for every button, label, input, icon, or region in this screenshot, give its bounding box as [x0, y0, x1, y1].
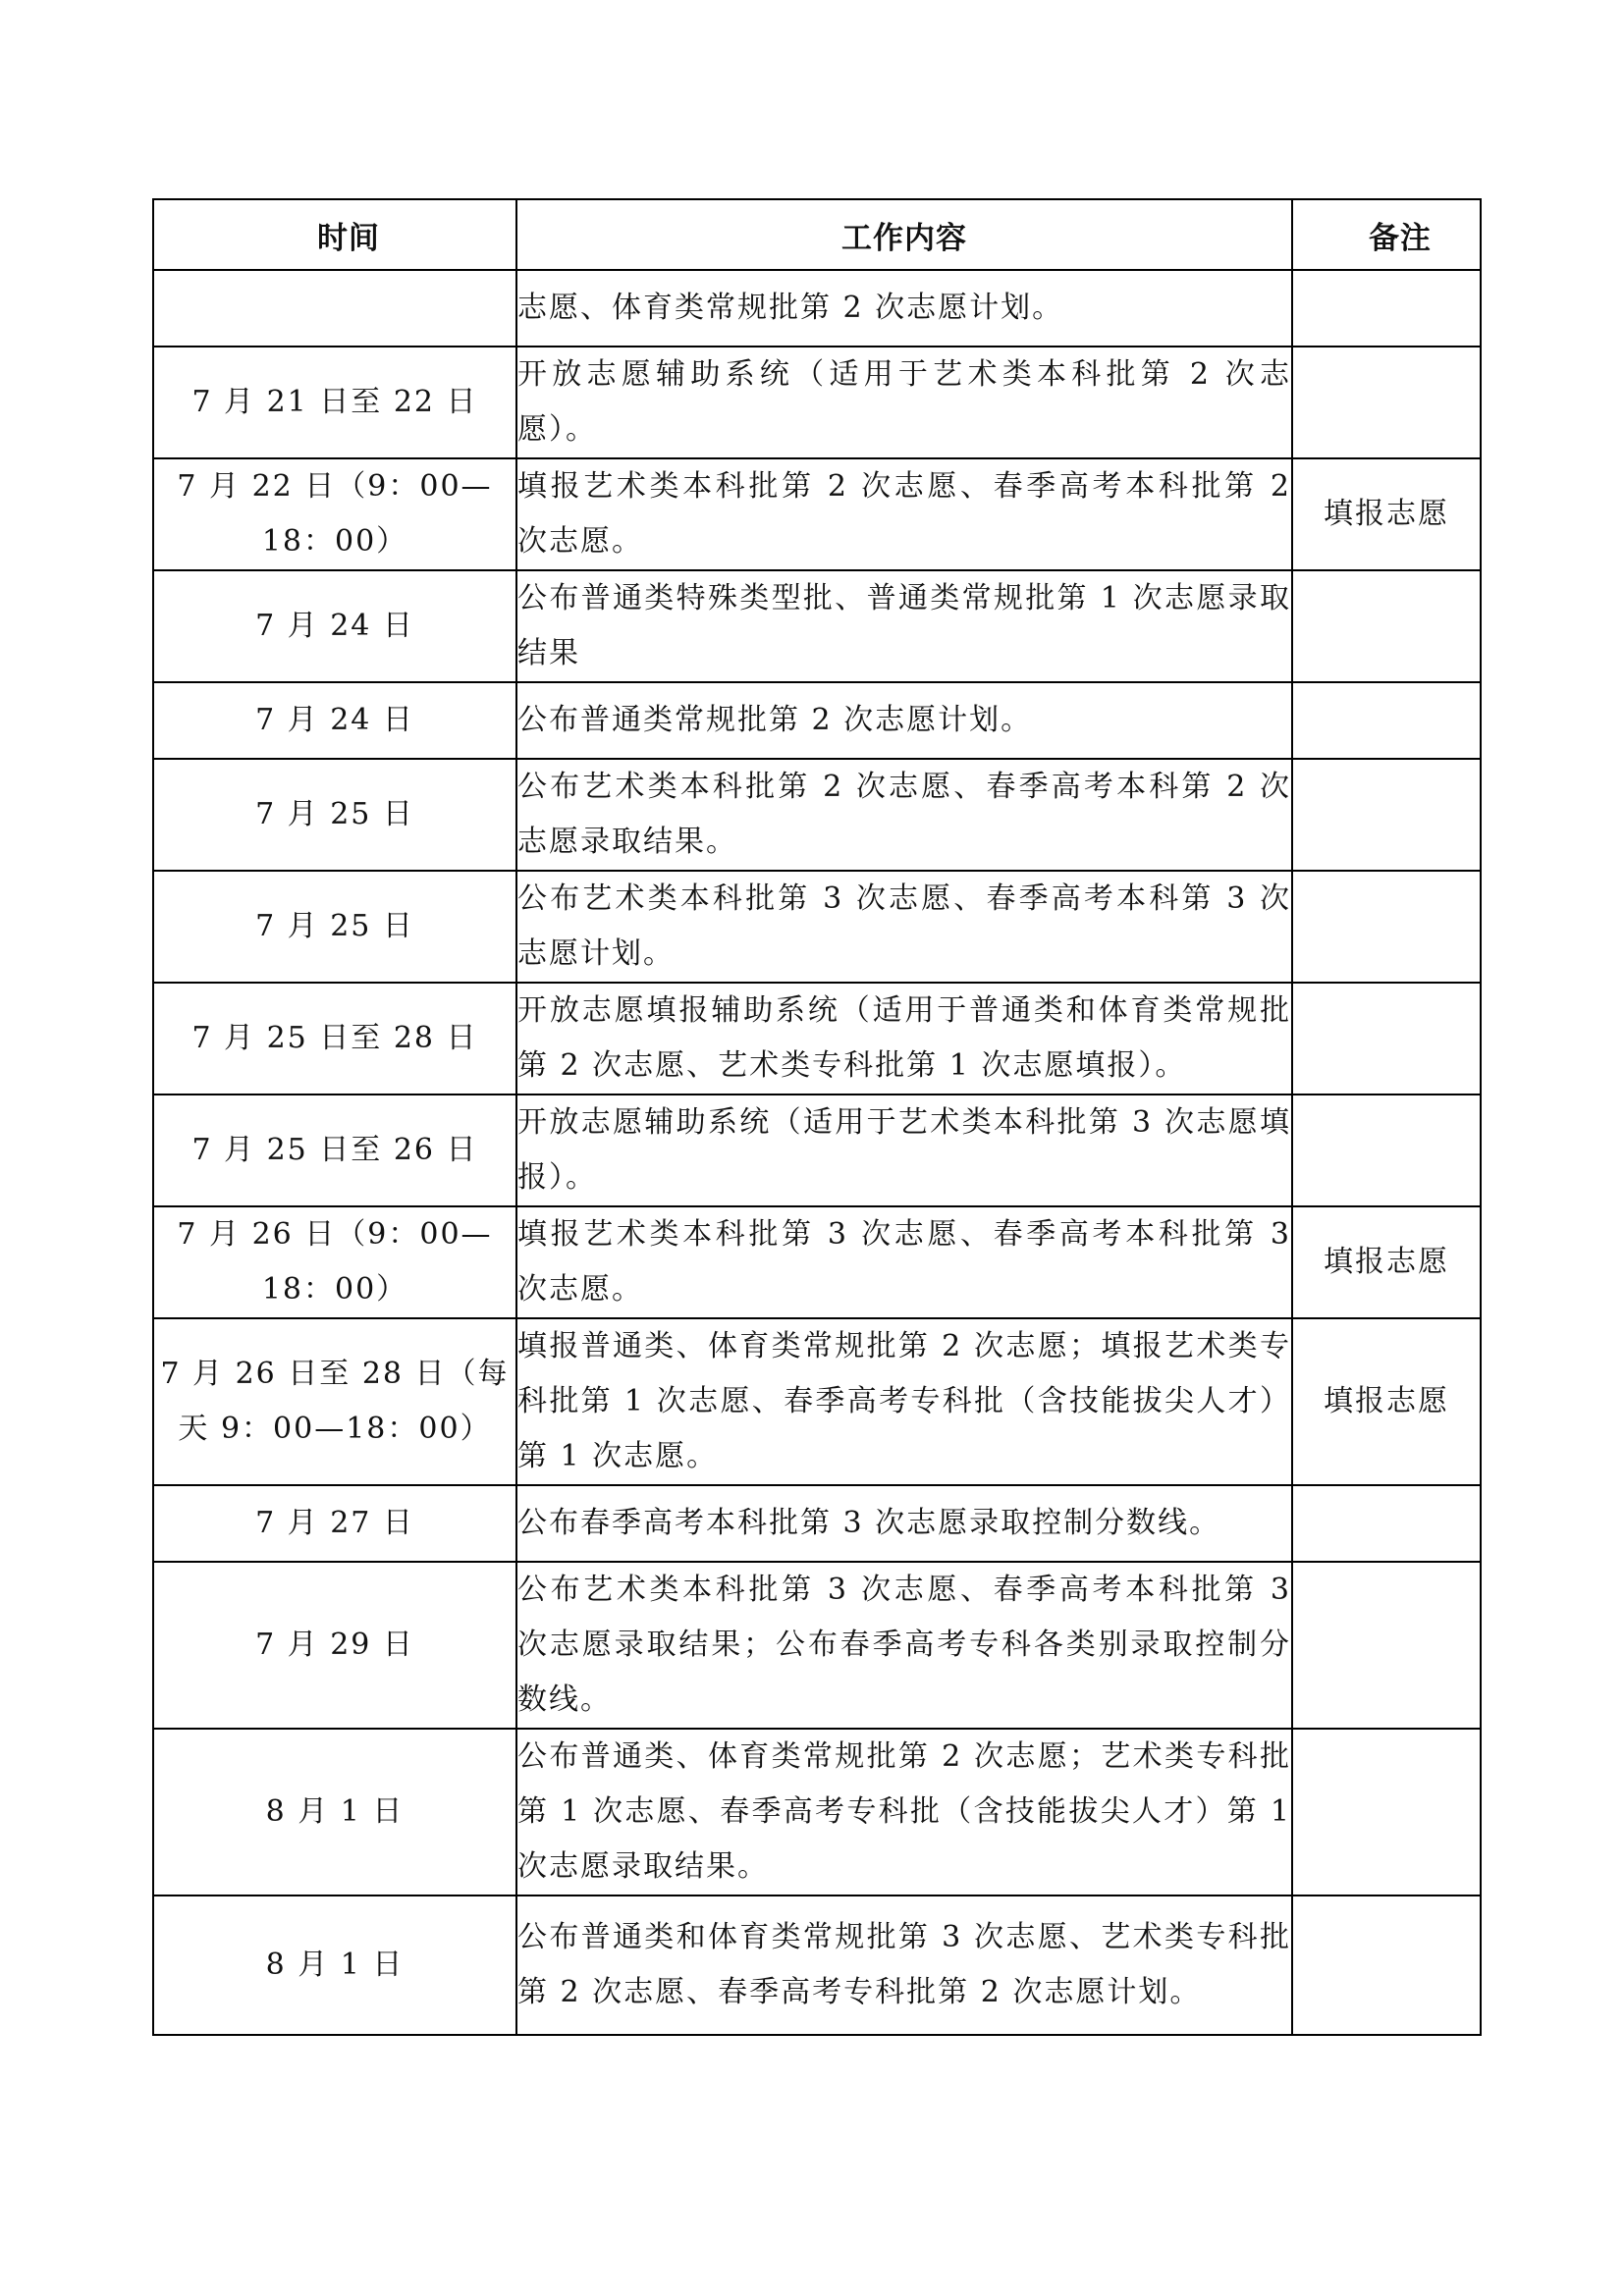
row-work: 开放志愿辅助系统（适用于艺术类本科批第 3 次志愿填报）。: [516, 1095, 1292, 1206]
row-note: [1292, 682, 1481, 759]
row-note: [1292, 759, 1481, 871]
table-row: [153, 270, 1481, 347]
table-row: [153, 759, 1481, 871]
table-row: [153, 347, 1481, 458]
table-row: [153, 871, 1481, 983]
table-row: [153, 1206, 1481, 1318]
header-note: 备注: [1292, 199, 1481, 270]
row-work: 公布普通类和体育类常规批第 3 次志愿、艺术类专科批第 2 次志愿、春季高考专科批第 2 次志愿计划。: [516, 1896, 1292, 2035]
row-work: 开放志愿填报辅助系统（适用于普通类和体育类常规批第 2 次志愿、艺术类专科批第 1 次志愿填报）。: [516, 983, 1292, 1095]
row-work: 志愿、体育类常规批第 2 次志愿计划。: [516, 270, 1292, 347]
row-time: 7 月 21 日至 22 日: [153, 347, 516, 458]
row-time: 7 月 24 日: [153, 682, 516, 759]
row-note: 填报志愿: [1292, 1206, 1481, 1318]
row-time: 7 月 25 日: [153, 871, 516, 983]
row-work: 公布春季高考本科批第 3 次志愿录取控制分数线。: [516, 1485, 1292, 1562]
row-note: [1292, 1095, 1481, 1206]
table-row: [153, 1485, 1481, 1562]
row-time: [153, 270, 516, 347]
row-note: 填报志愿: [1292, 458, 1481, 570]
header-work-content: 工作内容: [516, 199, 1292, 270]
row-note: [1292, 983, 1481, 1095]
table-header-row: [153, 199, 1481, 270]
table-row: [153, 570, 1481, 682]
admission-schedule-table: [152, 198, 1482, 2036]
table-row: [153, 983, 1481, 1095]
row-time: 7 月 24 日: [153, 570, 516, 682]
row-note: [1292, 270, 1481, 347]
row-work: 公布艺术类本科批第 2 次志愿、春季高考本科第 2 次志愿录取结果。: [516, 759, 1292, 871]
row-work: 填报艺术类本科批第 3 次志愿、春季高考本科批第 3 次志愿。: [516, 1206, 1292, 1318]
row-time: 7 月 25 日至 28 日: [153, 983, 516, 1095]
table-row: [153, 1318, 1481, 1485]
row-time: 7 月 29 日: [153, 1562, 516, 1729]
row-work: 公布普通类、体育类常规批第 2 次志愿；艺术类专科批第 1 次志愿、春季高考专科批（含技能拔尖人才）第 1 次志愿录取结果。: [516, 1729, 1292, 1896]
row-time: 8 月 1 日: [153, 1729, 516, 1896]
row-work: 公布普通类特殊类型批、普通类常规批第 1 次志愿录取结果: [516, 570, 1292, 682]
row-note: [1292, 347, 1481, 458]
table-row: [153, 1095, 1481, 1206]
row-note: [1292, 1485, 1481, 1562]
row-work: 公布艺术类本科批第 3 次志愿、春季高考本科第 3 次志愿计划。: [516, 871, 1292, 983]
row-time: 7 月 27 日: [153, 1485, 516, 1562]
row-time: 7 月 26 日（9：00—18：00）: [153, 1206, 516, 1318]
table-row: [153, 1896, 1481, 2035]
table-row: [153, 682, 1481, 759]
table-row: [153, 1562, 1481, 1729]
row-time: 7 月 25 日: [153, 759, 516, 871]
row-note: [1292, 1896, 1481, 2035]
header-time: 时间: [153, 199, 516, 270]
row-note: [1292, 871, 1481, 983]
row-note: 填报志愿: [1292, 1318, 1481, 1485]
row-work: 填报普通类、体育类常规批第 2 次志愿；填报艺术类专科批第 1 次志愿、春季高考专科批（含技能拔尖人才）第 1 次志愿。: [516, 1318, 1292, 1485]
row-note: [1292, 1729, 1481, 1896]
row-note: [1292, 570, 1481, 682]
row-work: 填报艺术类本科批第 2 次志愿、春季高考本科批第 2 次志愿。: [516, 458, 1292, 570]
row-work: 开放志愿辅助系统（适用于艺术类本科批第 2 次志愿）。: [516, 347, 1292, 458]
row-work: 公布艺术类本科批第 3 次志愿、春季高考本科批第 3 次志愿录取结果；公布春季高考专科各类别录取控制分数线。: [516, 1562, 1292, 1729]
table-row: [153, 458, 1481, 570]
table-row: [153, 1729, 1481, 1896]
row-time: 7 月 25 日至 26 日: [153, 1095, 516, 1206]
row-time: 8 月 1 日: [153, 1896, 516, 2035]
row-work: 公布普通类常规批第 2 次志愿计划。: [516, 682, 1292, 759]
row-note: [1292, 1562, 1481, 1729]
row-time: 7 月 26 日至 28 日（每天 9：00—18：00）: [153, 1318, 516, 1485]
row-time: 7 月 22 日（9：00—18：00）: [153, 458, 516, 570]
